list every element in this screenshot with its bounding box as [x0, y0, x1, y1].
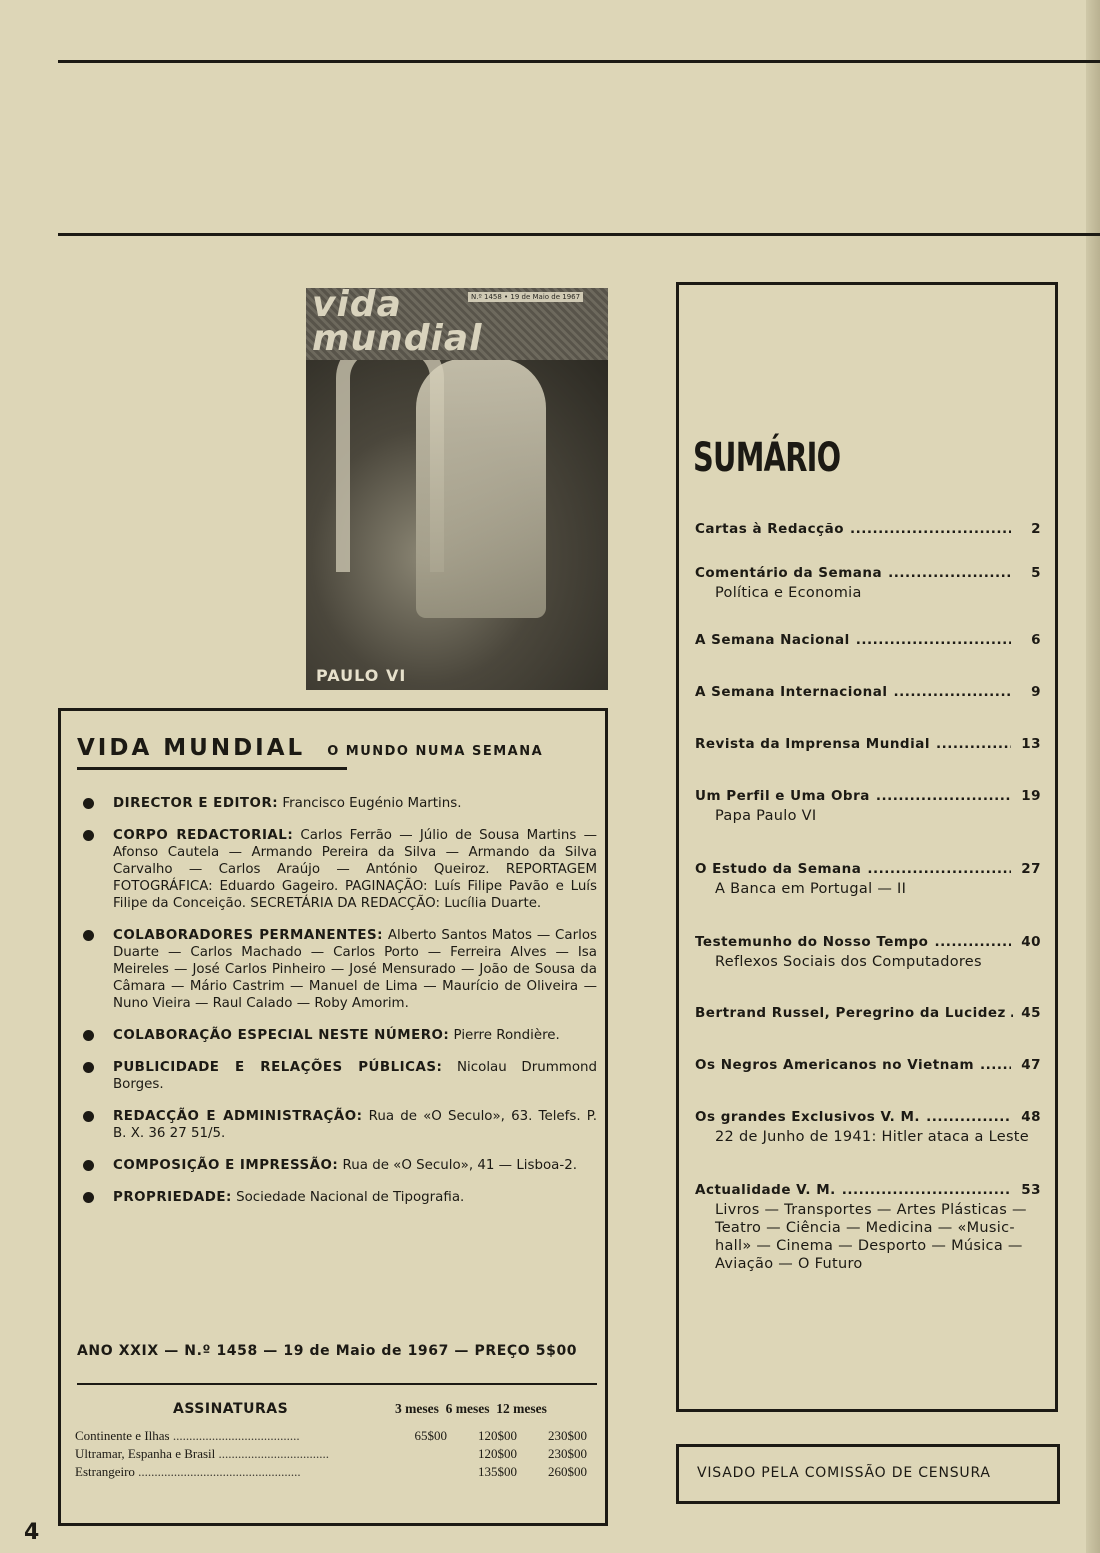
- credit-item: CORPO REDACTORIAL: Carlos Ferrão — Júlio de Sousa Martins — Afonso Cautela — Armando Pereira da Silva — Armando da Silva Carvalho — Carlos Araújo — António Queiroz. REPORTAGEM FOTOGRÁFICA: Eduardo Gageiro. PAGINAÇÃO: Luís Filipe Pavão e Luís Filipe da Conceição. SECRETÁRIA DA REDACÇÃO: Lucília Duarte.: [81, 827, 597, 912]
- sumario-item: Comentário da Semana ..... 5 Política e Economia: [695, 565, 1041, 602]
- credit-item: PROPRIEDADE: Sociedade Nacional de Tipografia.: [81, 1189, 597, 1206]
- sumario-item: Um Perfil e Uma Obra ..... 19 Papa Paulo VI: [695, 788, 1041, 825]
- bullet-icon: [83, 1062, 94, 1073]
- cover-logo: vida mundial: [312, 288, 483, 359]
- bullet-icon: [83, 830, 94, 841]
- sumario-item: Bertrand Russel, Peregrino da Lucidez ..... 45: [695, 1005, 1041, 1021]
- sumario-item: Os grandes Exclusivos V. M. ..... 48 22 de Junho de 1941: Hitler ataca a Leste: [695, 1109, 1041, 1146]
- tagline: O MUNDO NUMA SEMANA: [327, 744, 544, 759]
- sumario-item: O Estudo da Semana ..... 27 A Banca em Portugal — II: [695, 861, 1041, 898]
- sumario-item: Cartas à Redacção ..... 2: [695, 521, 1041, 537]
- cover-figure: [416, 358, 546, 618]
- credits-list: [81, 795, 597, 1221]
- credit-item: COMPOSIÇÃO E IMPRESSÃO: Rua de «O Seculo», 41 — Lisboa-2.: [81, 1157, 597, 1174]
- sumario-item: A Semana Nacional ..... 6: [695, 632, 1041, 648]
- subscriptions-table: [75, 1427, 603, 1481]
- table-row: Continente e Ilhas ....................................... 65$00 120$00 230$00: [75, 1428, 587, 1443]
- cover-masthead: [306, 288, 608, 360]
- brand-underline: [77, 767, 347, 770]
- sumario-box: [676, 282, 1058, 1412]
- bullet-icon: [83, 1160, 94, 1171]
- bullet-icon: [83, 798, 94, 809]
- censor-notice: VISADO PELA COMISSÃO DE CENSURA: [697, 1465, 991, 1481]
- subscriptions-columns: [395, 1401, 547, 1417]
- issue-line: ANO XXIX — N.º 1458 — 19 de Maio de 1967 — PREÇO 5$00: [77, 1343, 578, 1359]
- brand-row: [77, 735, 543, 761]
- issue-rule: [77, 1383, 597, 1385]
- cover-image: [306, 288, 608, 690]
- cover-issue-strip: N.º 1458 • 19 de Maio de 1967: [468, 292, 583, 302]
- censor-box: [676, 1444, 1060, 1504]
- page-number: 4: [24, 1520, 40, 1545]
- middle-rule: [58, 233, 1100, 236]
- subscriptions-heading: ASSINATURAS: [173, 1401, 289, 1417]
- brand-name: VIDA MUNDIAL: [77, 735, 306, 761]
- credit-item: REDACÇÃO E ADMINISTRAÇÃO: Rua de «O Seculo», 63. Telefs. P. B. X. 36 27 51/5.: [81, 1108, 597, 1142]
- table-row: Estrangeiro .................................................. 135$00 260$00: [75, 1464, 587, 1479]
- sumario-list: [695, 521, 1041, 1273]
- bullet-icon: [83, 1192, 94, 1203]
- credit-item: COLABORADORES PERMANENTES: Alberto Santos Matos — Carlos Duarte — Carlos Machado — Carlos Porto — Ferreira Alves — Isa Meireles — José Carlos Pinheiro — José Mensurado — João de Sousa da Câmara — Mário Castrim — Manuel de Lima — Maurício de Oliveira — Nuno Vieira — Raul Calado — Roby Amorim.: [81, 927, 597, 1012]
- credit-item: PUBLICIDADE E RELAÇÕES PÚBLICAS: Nicolau Drummond Borges.: [81, 1059, 597, 1093]
- top-rule: [58, 60, 1100, 63]
- sumario-item: Revista da Imprensa Mundial ..... 13: [695, 736, 1041, 752]
- column-header: 6 meses: [445, 1401, 490, 1416]
- sumario-item: Actualidade V. M. ..... 53 Livros — Transportes — Artes Plásticas — Teatro — Ciência — Medicina — «Music-hall» — Cinema — Desporto — Música — Aviação — O Futuro: [695, 1182, 1041, 1273]
- masthead-box: [58, 708, 608, 1526]
- credit-item: DIRECTOR E EDITOR: Francisco Eugénio Martins.: [81, 795, 597, 812]
- table-row: Ultramar, Espanha e Brasil .................................. 120$00 230$00: [75, 1446, 587, 1461]
- bullet-icon: [83, 1111, 94, 1122]
- bullet-icon: [83, 930, 94, 941]
- sumario-item: Os Negros Americanos no Vietnam ..... 47: [695, 1057, 1041, 1073]
- column-header: 3 meses: [395, 1401, 439, 1416]
- column-header: 12 meses: [496, 1401, 547, 1416]
- sumario-item: A Semana Internacional ..... 9: [695, 684, 1041, 700]
- bullet-icon: [83, 1030, 94, 1041]
- sumario-item: Testemunho do Nosso Tempo ..... 40 Reflexos Sociais dos Computadores: [695, 934, 1041, 971]
- sumario-title: SUMÁRIO: [693, 435, 841, 481]
- credit-item: COLABORAÇÃO ESPECIAL NESTE NÚMERO: Pierre Rondière.: [81, 1027, 597, 1044]
- cover-caption: PAULO VI: [316, 666, 407, 685]
